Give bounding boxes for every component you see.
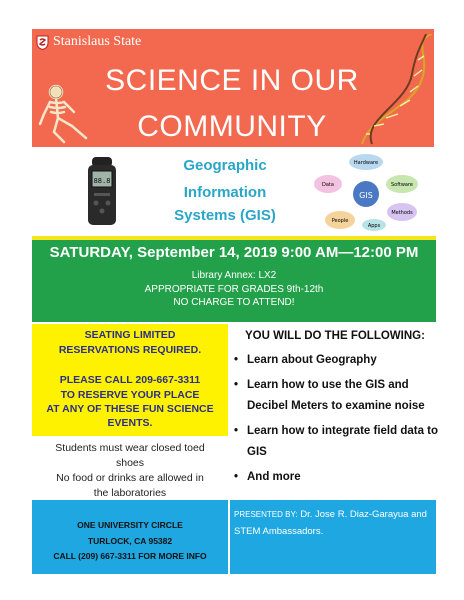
- contact-phone: CALL (209) 667-3311 FOR MORE INFO: [53, 551, 207, 561]
- presenter-credit: [234, 506, 432, 540]
- gis-components-diagram: [312, 152, 420, 232]
- event-date-time: SATURDAY, September 14, 2019 9:00 AM—12:00 PM: [49, 244, 419, 261]
- svg-text:88.8: 88.8: [93, 177, 111, 185]
- diagram-label-apps: Apps: [367, 223, 381, 229]
- diagram-label-software: Software: [390, 182, 414, 188]
- list-item: • Learn about Geography: [232, 350, 442, 371]
- presented-label: PRESENTED BY:: [234, 510, 298, 519]
- event-title-line2: COMMUNITY: [137, 110, 327, 143]
- diagram-label-hardware: Hardware: [353, 160, 379, 166]
- reservation-line5: AT ANY OF THESE FUN SCIENCE: [46, 403, 214, 415]
- dress-code-line3: No food or drinks are allowed in: [56, 472, 204, 484]
- decibel-meter-image: [80, 155, 124, 227]
- event-cost: NO CHARGE TO ATTEND!: [173, 297, 295, 308]
- gis-heading-line2: Information: [183, 184, 267, 201]
- event-location: Library Annex: LX2: [191, 270, 277, 281]
- list-item: • Learn how to integrate field data to GIS: [232, 421, 442, 463]
- logo-text: Stanislaus State: [53, 34, 142, 49]
- list-item: • Learn how to use the GIS and Decibel Meters to examine noise: [232, 375, 442, 417]
- reservation-line3: PLEASE CALL 209-667-3311: [59, 374, 201, 386]
- gis-heading-line3: Systems (GIS): [174, 207, 276, 224]
- dress-code-line2: shoes: [115, 457, 145, 469]
- reservation-line1: SEATING LIMITED: [84, 329, 176, 341]
- gis-heading-line1: Geographic: [183, 157, 267, 174]
- address-line2: TURLOCK, CA 95382: [87, 536, 173, 546]
- reservation-line4: TO RESERVE YOUR PLACE: [60, 389, 200, 401]
- diagram-label-people: People: [331, 218, 349, 224]
- dress-code-line1: Students must wear closed toed: [55, 442, 205, 454]
- diagram-label-data: Data: [322, 182, 334, 188]
- diagram-label-gis: GIS: [359, 191, 373, 200]
- event-grades: APPROPRIATE FOR GRADES 9th-12th: [144, 284, 324, 295]
- activities-list: [232, 350, 442, 492]
- diagram-label-methods: Methods: [391, 210, 413, 216]
- activities-heading: YOU WILL DO THE FOLLOWING:: [245, 330, 425, 342]
- presenter-name: Dr. Jose R. Diaz-Garayua and STEM Ambassadors.: [234, 509, 427, 537]
- university-logo: [36, 34, 141, 50]
- event-title-line1: SCIENCE IN OUR: [105, 64, 359, 97]
- shield-icon: [36, 35, 49, 50]
- address-line1: ONE UNIVERSITY CIRCLE: [77, 520, 183, 530]
- dress-code-line4: the laboratories: [93, 487, 167, 499]
- reservation-line2: RESERVATIONS REQUIRED.: [58, 344, 202, 356]
- divider-line: [32, 236, 436, 240]
- reservation-line6: EVENTS.: [107, 417, 153, 429]
- list-item: • And more: [232, 467, 442, 488]
